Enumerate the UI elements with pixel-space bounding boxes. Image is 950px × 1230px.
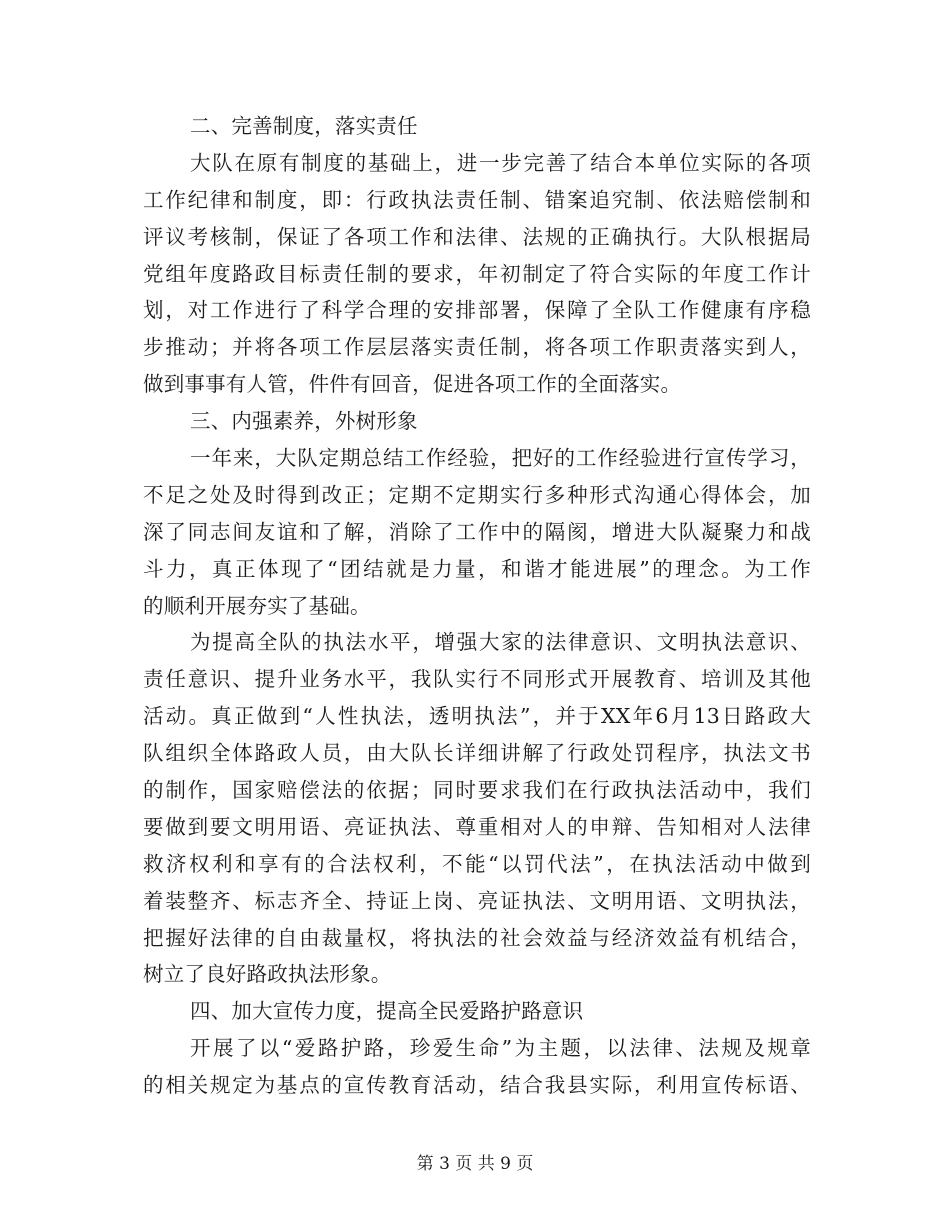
section-heading: 二、完善制度，落实责任 — [190, 114, 418, 138]
paragraph-line: 划，对工作进行了科学合理的安排部署，保障了全队工作健康有序稳 — [143, 298, 811, 323]
paragraph-line: 评议考核制，保证了各项工作和法律、法规的正确执行。大队根据局 — [143, 224, 811, 249]
paragraph-line: 工作纪律和制度，即：行政执法责任制、错案追究制、依法赔偿制和 — [143, 187, 811, 212]
page-footer: 第 3 页 共 9 页 — [416, 1154, 534, 1174]
paragraph-line: 斗力，真正体现了“团结就是力量，和谐才能进展”的理念。为工作 — [143, 556, 811, 581]
section-heading: 四、加大宣传力度，提高全民爱路护路意识 — [190, 999, 584, 1024]
paragraph-line: 队组织全体路政人员，由大队长详细讲解了行政处罚程序，执法文书 — [143, 741, 811, 766]
paragraph-line: 为提高全队的执法水平，增强大家的法律意识、文明执法意识、 — [190, 630, 811, 655]
paragraph-line: 做到事事有人管，件件有回音，促进各项工作的全面落实。 — [143, 372, 682, 397]
paragraph-line: 步推动；并将各项工作层层落实责任制，将各项工作职责落实到人， — [143, 335, 811, 360]
paragraph-line: 着装整齐、标志齐全、持证上岗、亮证执法、文明用语、文明执法， — [143, 888, 811, 913]
paragraph-line: 党组年度路政目标责任制的要求，年初制定了符合实际的年度工作计 — [143, 261, 811, 286]
paragraph-line: 救济权利和享有的合法权利，不能“以罚代法”，在执法活动中做到 — [143, 851, 811, 876]
paragraph-line: 活动。真正做到“人性执法，透明执法”，并于XX年6月13日路政大 — [143, 704, 811, 729]
paragraph-line: 深了同志间友谊和了解，消除了工作中的隔阂，增进大队凝聚力和战 — [143, 519, 811, 544]
paragraph-line: 责任意识、提升业务水平，我队实行不同形式开展教育、培训及其他 — [143, 667, 811, 692]
paragraph-line: 一年来，大队定期总结工作经验，把好的工作经验进行宣传学习， — [190, 446, 811, 471]
paragraph-line: 的制作，国家赔偿法的依据；同时要求我们在行政执法活动中，我们 — [143, 778, 811, 803]
paragraph-line: 大队在原有制度的基础上，进一步完善了结合本单位实际的各项 — [190, 150, 811, 175]
paragraph-line: 的相关规定为基点的宣传教育活动，结合我县实际，利用宣传标语、 — [143, 1073, 811, 1098]
paragraph-line: 树立了良好路政执法形象。 — [143, 962, 392, 987]
paragraph-line: 开展了以“爱路护路，珍爱生命”为主题，以法律、法规及规章 — [190, 1036, 811, 1061]
paragraph-line: 的顺利开展夯实了基础。 — [143, 593, 371, 618]
document-body — [143, 108, 811, 1104]
section-heading: 三、内强素养，外树形象 — [190, 409, 418, 434]
paragraph-line: 要做到要文明用语、亮证执法、尊重相对人的申辩、告知相对人法律 — [143, 814, 811, 839]
paragraph-line: 把握好法律的自由裁量权，将执法的社会效益与经济效益有机结合， — [143, 925, 811, 950]
paragraph-line: 不足之处及时得到改正；定期不定期实行多种形式沟通心得体会，加 — [143, 482, 811, 507]
